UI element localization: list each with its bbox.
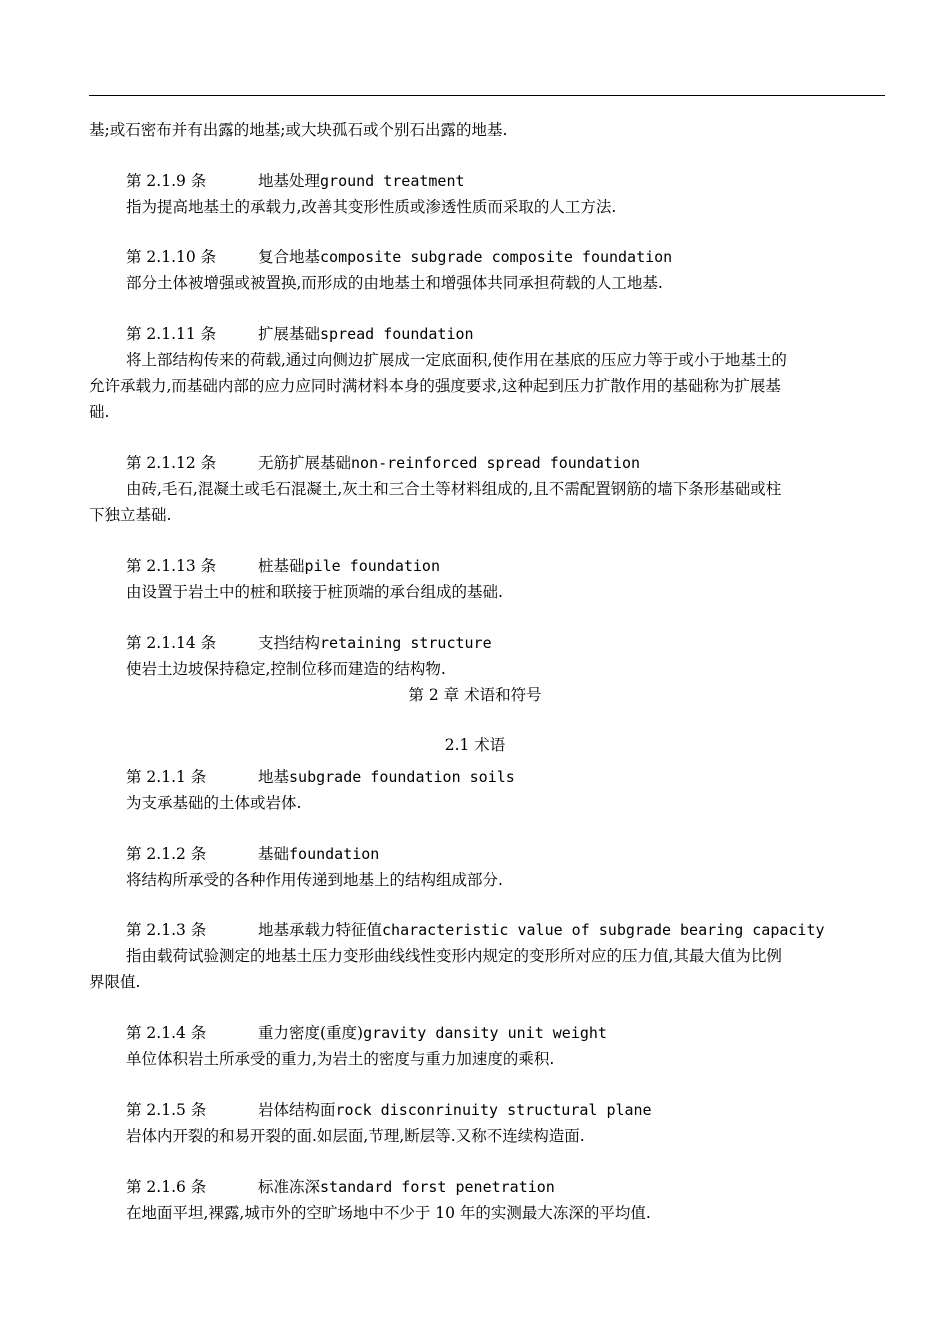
term-definition-line: 在地面平坦,裸露,城市外的空旷场地中不少于 10 年的实测最大冻深的平均值. [126, 1204, 651, 1222]
term-definition-line: 使岩土边坡保持稳定,控制位移而建造的结构物. [126, 660, 446, 678]
term-number: 第 2.1.2 条 [126, 845, 207, 863]
term-english: composite subgrade composite foundation [320, 248, 673, 266]
term-definition-line: 础. [89, 403, 110, 421]
term-chinese: 标准冻深 [258, 1178, 321, 1196]
continuation-text: 基;或石密布并有出露的地基;或大块孤石或个别石出露的地基. [89, 121, 508, 139]
term-heading [126, 1177, 555, 1197]
term-english: subgrade foundation soils [289, 768, 515, 786]
term-definition-line: 下独立基础. [89, 506, 172, 524]
term-definition-line: 指为提高地基土的承载力,改善其变形性质或渗透性质而采取的人工方法. [126, 198, 617, 216]
term-definition-line: 指由载荷试验测定的地基土压力变形曲线线性变形内规定的变形所对应的压力值,其最大值为比例 [126, 947, 782, 965]
term-chinese: 桩基础 [258, 557, 305, 575]
term-english: rock disconrinuity structural plane [335, 1101, 652, 1119]
term-heading [126, 324, 474, 344]
term-english: non-reinforced spread foundation [351, 454, 640, 472]
term-heading [126, 171, 465, 191]
term-heading [126, 920, 825, 940]
term-definition-line: 允许承载力,而基础内部的应力应同时满材料本身的强度要求,这种起到压力扩散作用的基础称为扩展基 [89, 377, 781, 395]
term-number: 第 2.1.5 条 [126, 1101, 207, 1119]
term-number: 第 2.1.9 条 [126, 172, 207, 190]
term-definition-line: 将结构所承受的各种作用传递到地基上的结构组成部分. [126, 871, 503, 889]
term-chinese: 岩体结构面 [258, 1101, 336, 1119]
term-heading [126, 453, 640, 473]
term-english: gravity dansity unit weight [363, 1024, 607, 1042]
term-number: 第 2.1.14 条 [126, 634, 217, 652]
term-heading [126, 556, 440, 576]
term-chinese: 重力密度(重度) [258, 1024, 364, 1042]
term-english: characteristic value of subgrade bearing capacity [382, 921, 825, 939]
term-number: 第 2.1.11 条 [126, 325, 217, 343]
term-heading [126, 1023, 607, 1043]
term-definition-line: 为支承基础的土体或岩体. [126, 794, 302, 812]
term-number: 第 2.1.1 条 [126, 768, 207, 786]
term-definition-line: 岩体内开裂的和易开裂的面.如层面,节理,断层等.又称不连续构造面. [126, 1127, 585, 1145]
term-definition-line: 单位体积岩土所承受的重力,为岩土的密度与重力加速度的乘积. [126, 1050, 555, 1068]
term-heading [126, 247, 672, 267]
term-chinese: 地基 [258, 768, 290, 786]
term-definition-line: 将上部结构传来的荷载,通过向侧边扩展成一定底面积,使作用在基底的压应力等于或小于地基土的 [126, 351, 787, 369]
term-number: 第 2.1.4 条 [126, 1024, 207, 1042]
term-chinese: 地基承载力特征值 [258, 921, 383, 939]
term-english: spread foundation [320, 325, 474, 343]
term-number: 第 2.1.6 条 [126, 1178, 207, 1196]
section-title: 2.1 术语 [444, 736, 506, 754]
term-chinese: 地基处理 [258, 172, 321, 190]
term-english: standard forst penetration [320, 1178, 555, 1196]
term-chinese: 无筋扩展基础 [258, 454, 352, 472]
term-heading [126, 844, 379, 864]
term-definition-line: 部分土体被增强或被置换,而形成的由地基土和增强体共同承担荷载的人工地基. [126, 274, 663, 292]
term-heading [126, 1100, 652, 1120]
term-english: pile foundation [304, 557, 440, 575]
term-number: 第 2.1.3 条 [126, 921, 207, 939]
term-definition-line: 由设置于岩土中的桩和联接于桩顶端的承台组成的基础. [126, 583, 503, 601]
term-chinese: 支挡结构 [258, 634, 321, 652]
term-number: 第 2.1.13 条 [126, 557, 217, 575]
term-english: foundation [289, 845, 380, 863]
term-english: retaining structure [320, 634, 492, 652]
term-chinese: 扩展基础 [258, 325, 321, 343]
header-rule [89, 95, 885, 96]
term-heading [126, 767, 515, 787]
term-definition-line: 界限值. [89, 973, 141, 991]
term-heading [126, 633, 492, 653]
chapter-title: 第 2 章 术语和符号 [408, 686, 542, 704]
term-chinese: 基础 [258, 845, 290, 863]
term-chinese: 复合地基 [258, 248, 321, 266]
term-english: ground treatment [320, 172, 465, 190]
term-number: 第 2.1.10 条 [126, 248, 217, 266]
term-number: 第 2.1.12 条 [126, 454, 217, 472]
term-definition-line: 由砖,毛石,混凝土或毛石混凝土,灰土和三合土等材料组成的,且不需配置钢筋的墙下条形基础或柱 [126, 480, 782, 498]
